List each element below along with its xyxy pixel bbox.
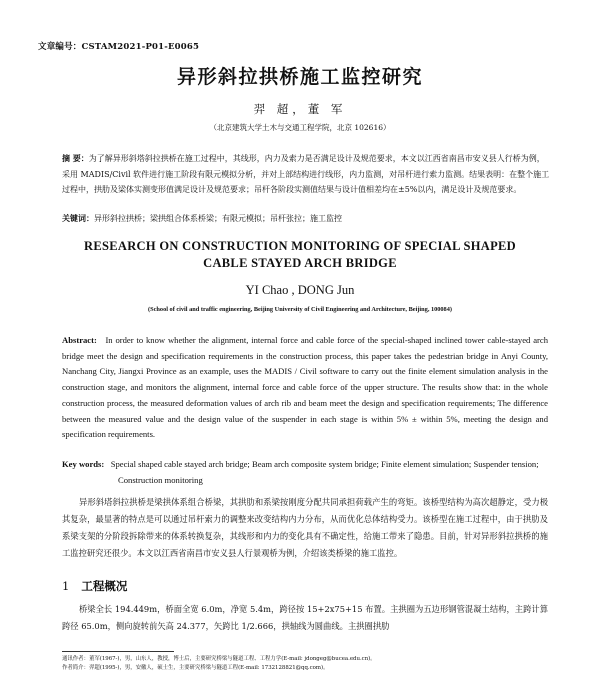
- english-keywords: [62, 457, 548, 488]
- english-abstract-text: In order to know whether the alignment, internal force and cable force of the special-shaped inclined tower cable-stayed arch bridge meet the design and specification requirements in the construction process, this paper takes the pedestrian bridge in Anyi County, Nanchang City, Jiangxi Province as an example, uses the MADIS / Civil software to carry out the finite element simulation analysis in the construction stage, and monitors the alignment, internal force and cable force of the upper structure. The results show that: in the whole construction process, the measured deformation values of arch rib and beam meet the design and specification requirements; The difference between the measured value and the design value of the suspender in each stage is within 5% ± within 5%, meeting the design and specification requirements.: [62, 335, 548, 440]
- english-title: [0, 238, 600, 272]
- english-title-line-2: CABLE STAYED ARCH BRIDGE: [203, 256, 397, 270]
- english-authors: YI Chao , DONG Jun: [245, 283, 355, 297]
- english-abstract: [62, 333, 548, 443]
- footnote-corresponding-author: 通讯作者：董军(1967-)，男，山东人，教授，博士后，主要研究桥梁与隧道工程、工程力学(E-mail: jdongeg@bucea.edu.cn)。: [62, 656, 376, 662]
- section-number: 1: [62, 579, 70, 593]
- section-title: 工程概况: [81, 579, 128, 593]
- chinese-abstract-text: 为了解异形斜塔斜拉拱桥在施工过程中，其线形，内力及索力是否满足设计及规范要求，本文以江西省南昌市安义县人行桥为例，采用 MADIS/Civil 软件进行施工阶段有限元模拟分析，并对上部结构进行线形，内力监测，对吊杆进行索力监测。结果表明：在整个施工过程中，拱肋及梁体实测变形值满足设计及规范要求；吊杆各阶段实测值结果与设计值相差均在±5%以内，满足设计及规范要求。: [62, 154, 550, 195]
- section-heading: [62, 578, 127, 594]
- english-keywords-label: Key words:: [62, 459, 105, 469]
- chinese-abstract: [62, 151, 552, 198]
- chinese-title: 异形斜拉拱桥施工监控研究: [176, 66, 423, 88]
- chinese-affiliation: （北京建筑大学土木与交通工程学院，北京 102616）: [209, 123, 391, 132]
- english-keywords-text: Special shaped cable stayed arch bridge; Beam arch composite system bridge; Finite element simulation; Suspender tension; Construction monitoring: [110, 459, 539, 485]
- section-paragraph: 桥梁全长 194.449m，桥面全宽 6.0m，净宽 5.4m，跨径按 15+2x75+15 布置。主拱圈为五边形钢管混凝土结构，主跨计算跨径 65.0m，侧向旋转前矢高 24.377，矢跨比 1/2.666，拱轴线为圆曲线。主拱圈拱肋: [62, 604, 548, 631]
- chinese-keywords-label: 关键词：: [62, 213, 94, 223]
- chinese-keywords-text: 异形斜拉拱桥；梁拱组合体系桥梁；有限元模拟；吊杆张拉；施工监控: [94, 214, 342, 223]
- chinese-abstract-label: 摘 要：: [62, 153, 89, 163]
- article-number: 文章编号：CSTAM2021-P01-E0065: [38, 42, 200, 52]
- english-affiliation: (School of civil and traffic engineering, Beijing University of Civil Engineering and Architecture, Beijing, 100084): [148, 306, 452, 313]
- footnote-divider: [62, 651, 174, 652]
- english-title-line-1: RESEARCH ON CONSTRUCTION MONITORING OF SPECIAL SHAPED: [84, 239, 516, 253]
- footnote-author-bio: 作者简介：羿超(1995-)，男，安徽人，硕士生，主要研究桥梁与隧道工程(E-mail: 1732128821@qq.com)。: [62, 665, 329, 671]
- english-abstract-label: Abstract:: [62, 335, 97, 345]
- chinese-authors: 羿 超，董 军: [253, 102, 347, 116]
- chinese-keywords: [62, 211, 552, 226]
- intro-paragraph: 异形斜塔斜拉拱桥是梁拱体系组合桥梁，其拱肋和系梁按刚度分配共同承担荷载产生的弯矩。该桥型结构为高次超静定，受力极其复杂，最显著的特点是可以通过吊杆索力的调整来改变结构内力分布，从而优化总体结构受力。该桥型在施工过程中，由于拱肋及系梁支架的分阶段拆除带来的体系转换复杂，其线形和内力的变化具有不确定性，给施工带来了隐患。目前，针对异形斜拉拱桥的施工监控研究还很少。本文以江西省南昌市安义县人行景观桥为例，介绍该类桥梁的施工监控。: [62, 497, 548, 558]
